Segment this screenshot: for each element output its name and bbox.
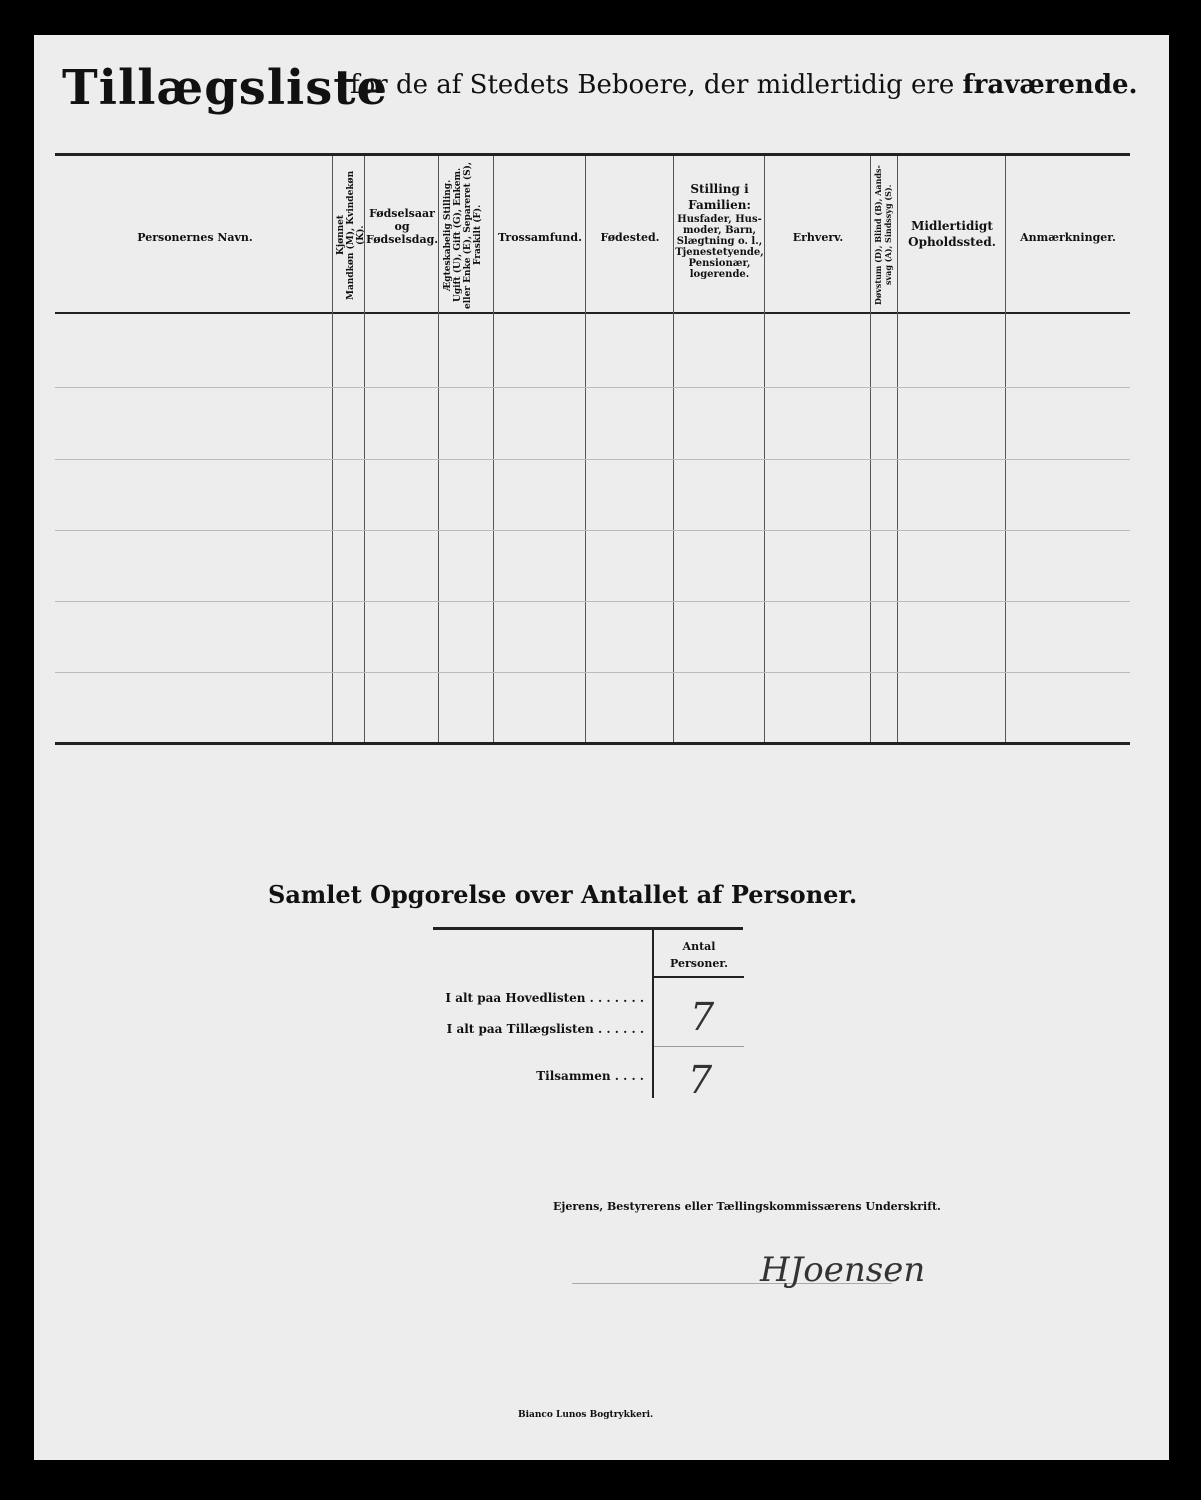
summary-row-tillaegslisten: I alt paa Tillægslisten . . . . . . (446, 1022, 644, 1036)
column-divider (897, 156, 898, 742)
signature-handwritten: HJoensen (760, 1250, 926, 1290)
col-header-anmaerkninger: Anmærkninger. (1020, 231, 1116, 244)
table-bottom-rule (55, 742, 1130, 745)
col-header-stilling: Stilling i Familien: Husfader, Hus- moder, Barn, Slægtning o. l., Tjenestetyende, Pensionær, logerende. (675, 182, 764, 280)
summary-value-tilsammen: 7 (688, 1058, 713, 1102)
column-divider (764, 156, 765, 742)
col-header-dovstum: Døvstum (D), Blind (B), Aands- svag (A), Sindssyg (S). (873, 165, 893, 305)
col-header-trossamfund: Trossamfund. (498, 231, 582, 244)
table-row (55, 601, 1130, 602)
summary-col-header: Antal Personer. (670, 940, 728, 970)
form-subtitle (350, 70, 1138, 100)
form-subtitle-text: for de af Stedets Beboere, der midlertidig ere (350, 70, 955, 100)
col-header-fodested: Fødested. (600, 231, 660, 244)
col-header-erhverv: Erhverv. (792, 231, 844, 244)
table-row (55, 530, 1130, 531)
column-divider (438, 156, 439, 742)
table-row (55, 672, 1130, 673)
summary-sum-rule (654, 1046, 744, 1047)
summary-header-rule (652, 976, 744, 978)
summary-row-hovedlisten: I alt paa Hovedlisten . . . . . . . (445, 991, 644, 1005)
form-title: Tillægsliste (62, 60, 389, 116)
column-divider (585, 156, 586, 742)
table-row (55, 387, 1130, 388)
col-header-kjon: Kjønnet Mandkøn (M), Kvindekøn (K). (336, 170, 366, 300)
summary-top-rule (433, 927, 743, 930)
col-header-navn: Personernes Navn. (137, 231, 253, 244)
summary-value-hovedlisten: 7 (690, 995, 715, 1039)
column-divider (332, 156, 333, 742)
table-row (55, 459, 1130, 460)
summary-row-tilsammen: Tilsammen . . . . (536, 1069, 644, 1083)
col-header-opholdssted: Midlertidigt Opholdssted. (908, 219, 996, 249)
table-top-rule (55, 153, 1130, 156)
column-divider (870, 156, 871, 742)
col-header-fodsel: Fødselsaar og Fødselsdag. (366, 207, 439, 246)
table-header-rule (55, 312, 1130, 314)
column-divider (673, 156, 674, 742)
col-header-aegteskab: Ægteskabelig Stilling. Ugift (U), Gift (G), Enkem. eller Enke (E), Separeret (S), Fraskilt (F). (443, 161, 483, 309)
printer-imprint: Bianco Lunos Bogtrykkeri. (518, 1410, 654, 1420)
form-subtitle-emphasis: fraværende. (962, 70, 1138, 100)
column-divider (493, 156, 494, 742)
column-divider (1005, 156, 1006, 742)
summary-title: Samlet Opgorelse over Antallet af Personer. (268, 880, 858, 909)
signature-caption: Ejerens, Bestyrerens eller Tællingskommissærens Underskrift. (553, 1200, 941, 1213)
